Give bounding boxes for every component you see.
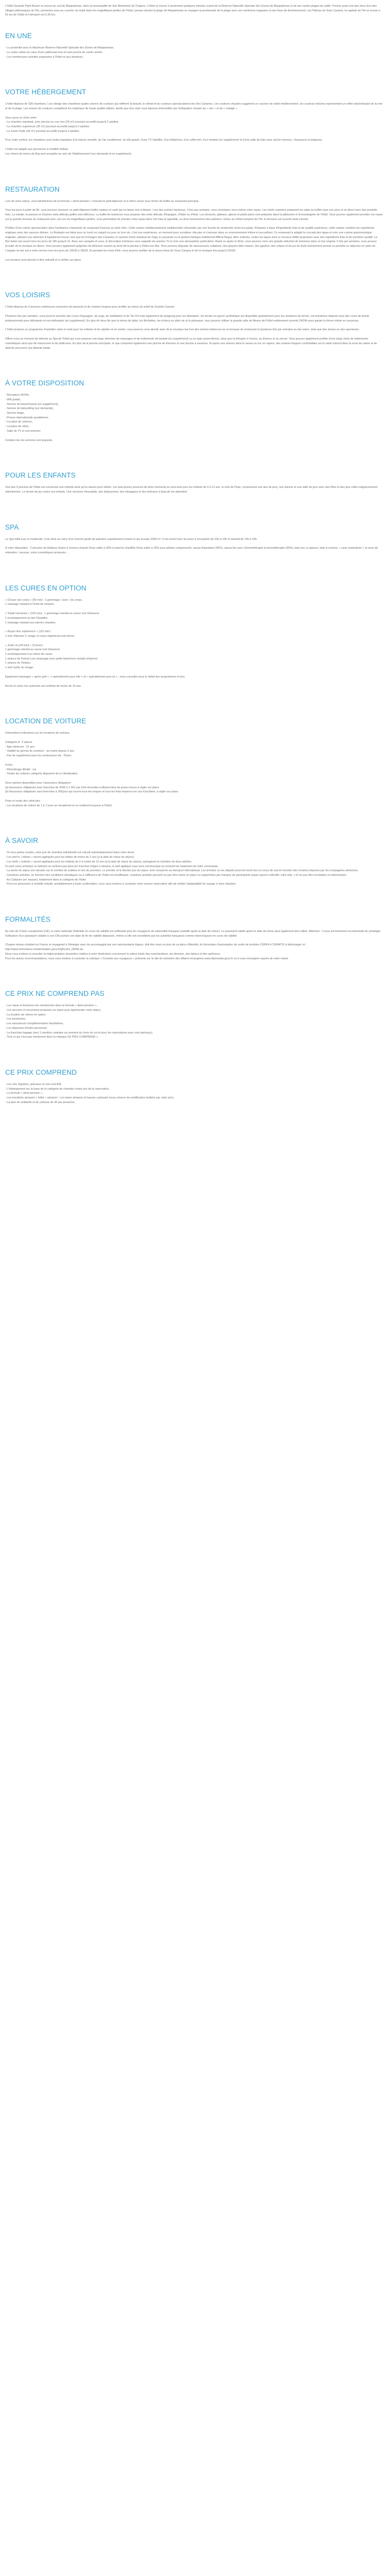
paragraph: Vous aurez le choix entre : - La chambre standard, avec piscine ou vue mer (25 m²) pouvant accueillir jusqu'à 2 adultes. - La chambre supérieure (35 m²) pouvant accueillir jusqu'à 3 adultes. - La Junior Suite (34 m²) pouvant accueillir jusqu'à 3 adultes.	[5, 116, 119, 133]
paragraph: « Choyer son corps » (55 min) : 1 gommage « luxe » du corps, 1 massage relaxant à l'huile de sésame.	[5, 598, 83, 606]
paragraph: Les horaires sont donnés à titre indicatif et à vérifier sur place.	[5, 258, 82, 262]
section	[5, 584, 383, 689]
section	[5, 990, 383, 1040]
paragraph: « Totale harmonie » (120 min) : 1 gommage oriental au savon noir Ghassoul 1 enveloppement au lait Cléopâtre 1 massage relaxant aux pierres chaudes.	[5, 612, 99, 624]
section	[5, 916, 383, 961]
section-title: VOS LOISIRS	[5, 291, 51, 299]
section-title: LOCATION DE VOITURE	[5, 717, 87, 725]
paragraph: - Si vous partez seul(e), votre prix de chambre individuelle est calculé automatiquement dans votre devis. - Les lard fs « bébés » seront appliqués pour les bébés de moins de 2 ans (à la date de retour du séjour). - Les tarifs « enfants » seront appliqués pour les enfants de 2 à moins de 12 ans (à la date de retour du séjour), partageant la chambre de deux adultes. Si votre (vos) enfant(s) ou bébé(s) ne rentrent pas dans les tranches d'âges ci-dessus, le tarif appliqué vous sera communiqué au moment de traitement de votre commande. - La durée du séjour est calculée sur le nombre de nuitées et non de journées. Le premier et le dernier jour du séjour sont consacrés au transport international. Les arrivées ou les départs pourront avoir lieu en cours de nuit en fonction des horaires imposés par les compagnies aériennes. - Certaines activités, ou fonction des conditions climatiques ou à l'affluence de l'hôtel est insuffisante, certaines activités peuvent ne pas être mises en place ou supprimées par manque de participants requis (sports collectifs, mini-club...) et ne pas être recréables et indemnisées. - Au Cadastre (en hausse), totalement dans la catégorie de l'hôtel - Pour les personnes à mobilité réduite, préalablement à toute confirmation, nous vous invitons à contacter notre service réservation afin de vérifier l'adaptabilité du voyage à votre situation.	[5, 851, 359, 886]
section-title: SPA	[5, 523, 19, 531]
paragraph: Inclus : - Kilométrage illimité : oui - Toutes les voitures catégorie disposent de la climatisation.	[5, 763, 78, 776]
paragraph: L'hôtel propose un programme d'activités varié et varié pour les enfants et les adultes et en soirée, vous pourrez vous divertir avec de la musique live lors des soirées barbecue sur la terrasse du restaurant et plusieurs fois par semaine au bar-salon, ainsi que des shows ou des spectacles.	[5, 328, 360, 332]
paragraph: Informations indicatives sur les locations de voitures.	[5, 732, 70, 735]
paragraph: Accès et soins non autorisés aux enfants de moins de 16 ans.	[5, 684, 82, 688]
section	[5, 717, 383, 808]
paragraph: - Les vols réguliers, spéciaux ou low-cost A/R, - L'hébergement sur la base de la catégorie de chambre choisi lors de la réservation, - La formule « demi-pension », - Les transferts aéroport > hôtel > aéroport : Les taxes aéroport et hausse carburant (sous réserve de modification tarifaire par votre prix), - La taxe de solidarité et de carbone de 3€ par personne,	[5, 1082, 174, 1104]
paragraph: Le Spa mille luxe et modernité, il est situé au cœur d'un enorme jardin de palmiers superbement éclairé et qui occupe 2000 m². Il est ouvert tous les jours à l'exception de 10h à 19h et samedi de 10h à 19h.	[5, 537, 258, 541]
section	[5, 32, 383, 59]
section-title: FORMALITÉS	[5, 916, 51, 924]
section	[5, 88, 383, 156]
paragraph: À votre disposition : 2 piscines de thalasso (bains à remous chauds d'eau salée à 30% et piscine chauffée d'eau salée à 33% pour adultes uniquement), sauna finlandaise (90%), sauna bio avec chromothérapie et aromathérapie (60%), bain turc à vapeurs, bain à remous, « cave respiratoire » et zone de relaxation. Laussaz, soins cosmétiques proposés...	[5, 547, 378, 555]
highlight-list	[5, 46, 383, 59]
paragraph: Pour votre confort, les chambres sont toutes équipées d'un balcon meublé, de l'air conditionné, du wifi gratuit, d'une TV Satellite, d'un téléphone, d'un coffre-fort, d'un minibar (en supplément) et d'une salle de bain avec sèche-cheveux, chaussons et peignoirs.	[5, 139, 323, 142]
section-title: LES CURES EN OPTION	[5, 584, 87, 592]
paragraph: Offrez-vous un moment de détente au Spa de l'hôtel qui vous propose une large sélection de massages et de traitements de beauté (en supplément) ou un bain sauna finnois, ainsi que la thérapie à l'ozone, au thymus et au sérum. Vous pouvez également profiter d'une large choix de traitements cosmétiques ainsi que de manucures et de pédicures. En plus de la piscine principale, le spa comprend également une piscine de thermes et une piscine à saumure. Et après une séance dans le sauna ou sur un vapeur, des chaises longues confortables sur le salon naturel dans la zone de calme et de détente procurent une détente totale.	[5, 337, 377, 350]
paragraph: Une des 4 piscines de l'hôtel est conservée aux enfants ainsi qu'un bassin pour bébés. Les plus jeunes pourront de bons moments au mini-club pour les enfants de 4 à 12 ans, le club de Pepe, comprenant une aire de jeux, une piscine et une salle de jeux avec des films et des jeux vidéo soigneusement sélectionnés. Le terrain de jeu ravira vos enfants. Une structure d'escalade, des balançoires, des toboggans et des animaux à bascule les attendent.	[5, 486, 378, 494]
section-title: CE PRIX NE COMPREND PAS	[5, 990, 105, 998]
list-item: - La proximité avec la fabuleuse Réserve Naturelle Spéciale des Dunes de Maspalomas.	[5, 46, 115, 50]
paragraph: L'hôtel dispose de 328 chambres. Leur design des chambres quatre univers de couleurs qui reflètent la beauté, le climat et les couleurs spectaculaires des îles Canaries. Les couleurs chaudes suggèrent un coucher de soleil méditerranéen, les couleurs fraîches représentent un reflet rafraîchissant de la mer et de la plage. Les univers de couleurs complètent les matériaux de haute qualité utilisés, tandis que leur style vous laissera émerveillés par l'intégration réussie du « neo » et du « vintage ».	[5, 103, 383, 110]
section-title: EN UNE	[5, 32, 32, 40]
paragraph: - Réception 24/24h, - Wifi gratuit, - Service de blanchisserie (en supplément), - Service de babysitting (sur demande), - Service étage, - Presse internationale quotidienne, - Location de voitures, - Location de vélos, - Salle de TV et coin internet.	[5, 394, 59, 433]
paragraph: L'hôtel dispose de 4 piscines extérieures entourées de parasols et de chaises longues pour profiter au mieux du soleil de Grande Canarie.	[5, 306, 175, 309]
section	[5, 837, 383, 887]
paragraph: Lors de votre séjour, vous bénéficierez de la formule « demi-pension » incluant le petit-déjeuner et le dîner servis sous forme de buffet au restaurant principal.	[5, 199, 199, 203]
paragraph: Catégorie A : 5 places - Âge minimum : 21 ans - Validité du permis de conduire : au moins depuis 2 ans - Pas de supplément pour les conducteurs de - 25ans.	[5, 741, 74, 758]
section	[5, 471, 383, 494]
paragraph: Plusieurs fois par semaine, vous pourrez prendre des cours d'aquagym, de yoga, de méditation et de Tai Chi mais également de pingpong pour les débutants. Un terrain en gazon synthétique est disponible gratuitement pour les amateurs de tennis, est entraîneur disposé pour des cours de tennis professionnels pour débutants et non-débutants (en supplément). En plus de deux lits que le tennis de table, les fléchettes, les échecs en plein air et le pétanque, vous pourrez utiliser la grande salle de fitness de l'hôtel entièrement ouverte 24/24h pour garder la forme même en vacances.	[5, 314, 369, 323]
section-title: À VOTRE DISPOSITION	[5, 379, 84, 387]
section-title: CE PRIX COMPREND	[5, 1068, 77, 1076]
paragraph: Également packages « après golf », « spécialement pour elle » et « spécialement pour lui » : nous consulter pour le détail des programmes et prix.	[5, 675, 186, 679]
list-item: - Le cadre calme au cœur d'une palmeraie tout en tant proche du centre animé.	[5, 50, 103, 54]
paragraph: Deux options disponibles pour l'assurance obligatoire : (a) Assurance obligatoire avec franchise de 300€ à 1 061 par (Vol+incendie+collision+tiers de grave inclus) à régler sur place. (b) Assurance obligatoire sans franchise à 25€/jour qui couvre tous les risques et tous les frais imprévus en cas d'accident, à régler sur place.	[5, 781, 179, 794]
paragraph: Tous les jours à partir de 8h, vous pourrez savourer un petit-déjeuner buffet copieux et varié qui se laisse rien à désirer. Lors des soirées barbecue, 3 fois par semaine, vous choisissez vous-même votre repas. Les chefs cuisiniers préparent les plats au buffet sous vos yeux et en direct avec des produits frais. La viande, le poisson et d'autres mets délicats grillés sont délicieux. La buffet de barbecue vous propose des mets délicats d'Espagne, d'Italie ou d'Asie. Les desserts, gâteaux, glaces et petits pains sont préparés dans la pâtisserie et la boulangerie de l'hôtel. Vous pourrez également prendre vos repas sur la grande terrasse du restaurant avec vue sur les magnifiques jardins, vous permettant de prendre votre repas dans l'air frais et agréable, au doux bruissement des palmiers. Grâce au climat tempéré de l'île, la terrasse est ouverte toute l'année.	[5, 209, 383, 221]
paragraph: Profitez d'une soirée spectaculaire dans l'ambiance charmante du restaurant Esencia au style rétro. Cette cuisine méditerranéenne traditionnelle réinventée par une touche de modernité ravira les palais. Préparés à base d'ingrédients frais et de qualité supérieure, cette cuisine combine les ingrédients originaux avec des saveurs divines. Le Bodegón est idéal pour un lunch en regard ou pour un bon vin, c'est une expérience, un moment pour socialiser, discuter et s'amuser dans un environnement intime et accueillant. Ce restaurant à adapté le concept des tapas et crée une cuisine gastronomique originale, utilisant une sélection d'ingrédients locaux, tels que les fromages des Canaries, le saumon fumé artisanal de l'Iago à Lanzarote ou le jambon ibérique traditionnel Affinal Negra. Bien entendu, toutes les tapas sont un heureux défilé proposées avec des ingrédients frais et de première qualité. Le Bar-Salon est ouvert tous les jours de 18h jusqu'à 1h. Avec ses canapés et vous, le décoration intérieure vous rappelle les années 70 et crée une atmosphère particulière. Avant ou après le dîner, vous pourrez vivre une grande sélection de boissons dans ce bar original. 6 fois par semaine, vous pouvez écouter de la musique en direct. Vous pourrez également grignoter de délicieux snacks au bord de la piscine à l'hôtel son Bar. Vous pourrez déguster de savoureuses collations, des glaçons faits maison, des gaufres, des crêpes et du jus de fruits fraîchement pressé ou prendre un déjeuner en plein air. L'équipe du bar est à votre service tous les jours de 10h30 à 18h30. Et pendant les mois d'été, vous pourrez profiter de la douce brise de Gran Canaria et de la musique live jusqu'à 22h30.	[5, 227, 378, 252]
paragraph: L'hôtel Seaside Palm Beach se trouve au sud de Maspalomas, dans la municipalité de San Bartolomé de Tirajana. L'hôtel se trouve à seulement quelques minutes à pied de la Réserve Naturelle Spéciale des Dunes de Maspalomas et de ses vastes plages de sable. Proche aussi une des lieux d'un des villages pittoresques de l'île, promenez-vous au coucher du soleil dans les magnifiques jardins de l'hôtel, pensez devant la plage de Maspalomas ou voyagez la promenade de la plage avec ses nombreux magasins et ses lieux de divertissement. Las Palmas de Gran Canaria, la capitale de l'île se trouve à 61 km de l'hôtel et l'aéroport est à 36 km.	[5, 5, 381, 17]
section-title: VOTRE HÉBERGEMENT	[5, 88, 87, 96]
paragraph: - Les repas et boissons non mentionnés dans la formule « demi-pension », - Les services et excursions proposés sur place pour agrémenter votre séjour, - La location de voiture en option, - Les pourboires, - Les assurances complémentaires facultatives, - Les dépenses d'ordre personnel, - La franchise bagage (seul 1 mention contraire au moment du choix du vol et pour les réservations avec vols spéciaux), - Tout ce qui n'est pas mentionné dans la rubrique CE PRIX COMPREND ».	[5, 1004, 153, 1039]
list-item: - Les nombreuses activités proposées à l'hôtel et aux alentours.	[5, 55, 84, 59]
paragraph: « Juste un p'tit bout » (3 jours) : 1 gommage oriental au savon noir Ghassoul 1 enveloppement à la crème de cacao 1 séance de Pamai-Luur (massage avec petits balochons remplis d'épices) 1 séance de Shiatsu 1 soin hydro du visage.	[5, 643, 98, 670]
section	[5, 379, 383, 443]
paragraph: Certains de ces services sont payants.	[5, 438, 53, 442]
paragraph: Prise et rendu des véhicules : - Les locations de voiture de 1 à 7 jours se récupèrent et se restituent toujours à l'hôtel.	[5, 800, 112, 807]
offer-description-page	[0, 0, 391, 1120]
section-title: À SAVOIR	[5, 837, 38, 845]
paragraph: Chaque réseau résidant en France et voyageant à l'étranger avec de accompagné par ses représentants légaux, doit être muni en plus de sa pièce d'identité, du formulaire d'autorisation de sortie de territoire CERFA n°15646*01 à télécharger ici : http://www.formulaires.modernisation.gouv.fr/gf/cerfa_15646.do. Nous vous invitons à consulter la réglementation douanière relative à votre destination concernant la valeur totale des marchandises, les denrées, des tabacs et des spiritueux. Pour les autres recommandations, nous vous invitons à consulter la rubrique « Conseils aux voyageurs » présente sur le site du ministère des affaires étrangères www.diplomatie.gouv.fr ou à vous renseigner auprès de votre mairie.	[5, 943, 307, 960]
paragraph: « Royal citric expérience » (110 min) : 1 soin Vitamine C visage et corps régénérant anti-stress.	[5, 630, 75, 638]
section	[5, 291, 383, 350]
section	[5, 185, 383, 263]
paragraph: L'hôtel est adapté aux personnes à mobilité réduite. Les chiens de moins de 5kg sont acceptés au sein de l'établissement (sur demande et en supplément).	[5, 148, 132, 156]
intro-text	[5, 4, 383, 18]
paragraph: Au sein de l'Union européenne (UE), la carte nationale d'identité en cours de validité est suffisante pour les voyageurs de nationalité française (validité après la date de retour). Le passeport valide après la date de retour peut également être utilisé. Attention : il vous est fortement recommandé de privilégier l'utilisation d'un passeport valable à une CNI portant une date de fin de validité dépassée, même si elle est considérée par les autorités françaises comme étant toujours en cours de validité.	[5, 930, 381, 938]
section	[5, 1069, 383, 1105]
section-title: RESTAURATION	[5, 185, 60, 193]
section-title: POUR LES ENFANTS	[5, 471, 76, 480]
section	[5, 523, 383, 555]
